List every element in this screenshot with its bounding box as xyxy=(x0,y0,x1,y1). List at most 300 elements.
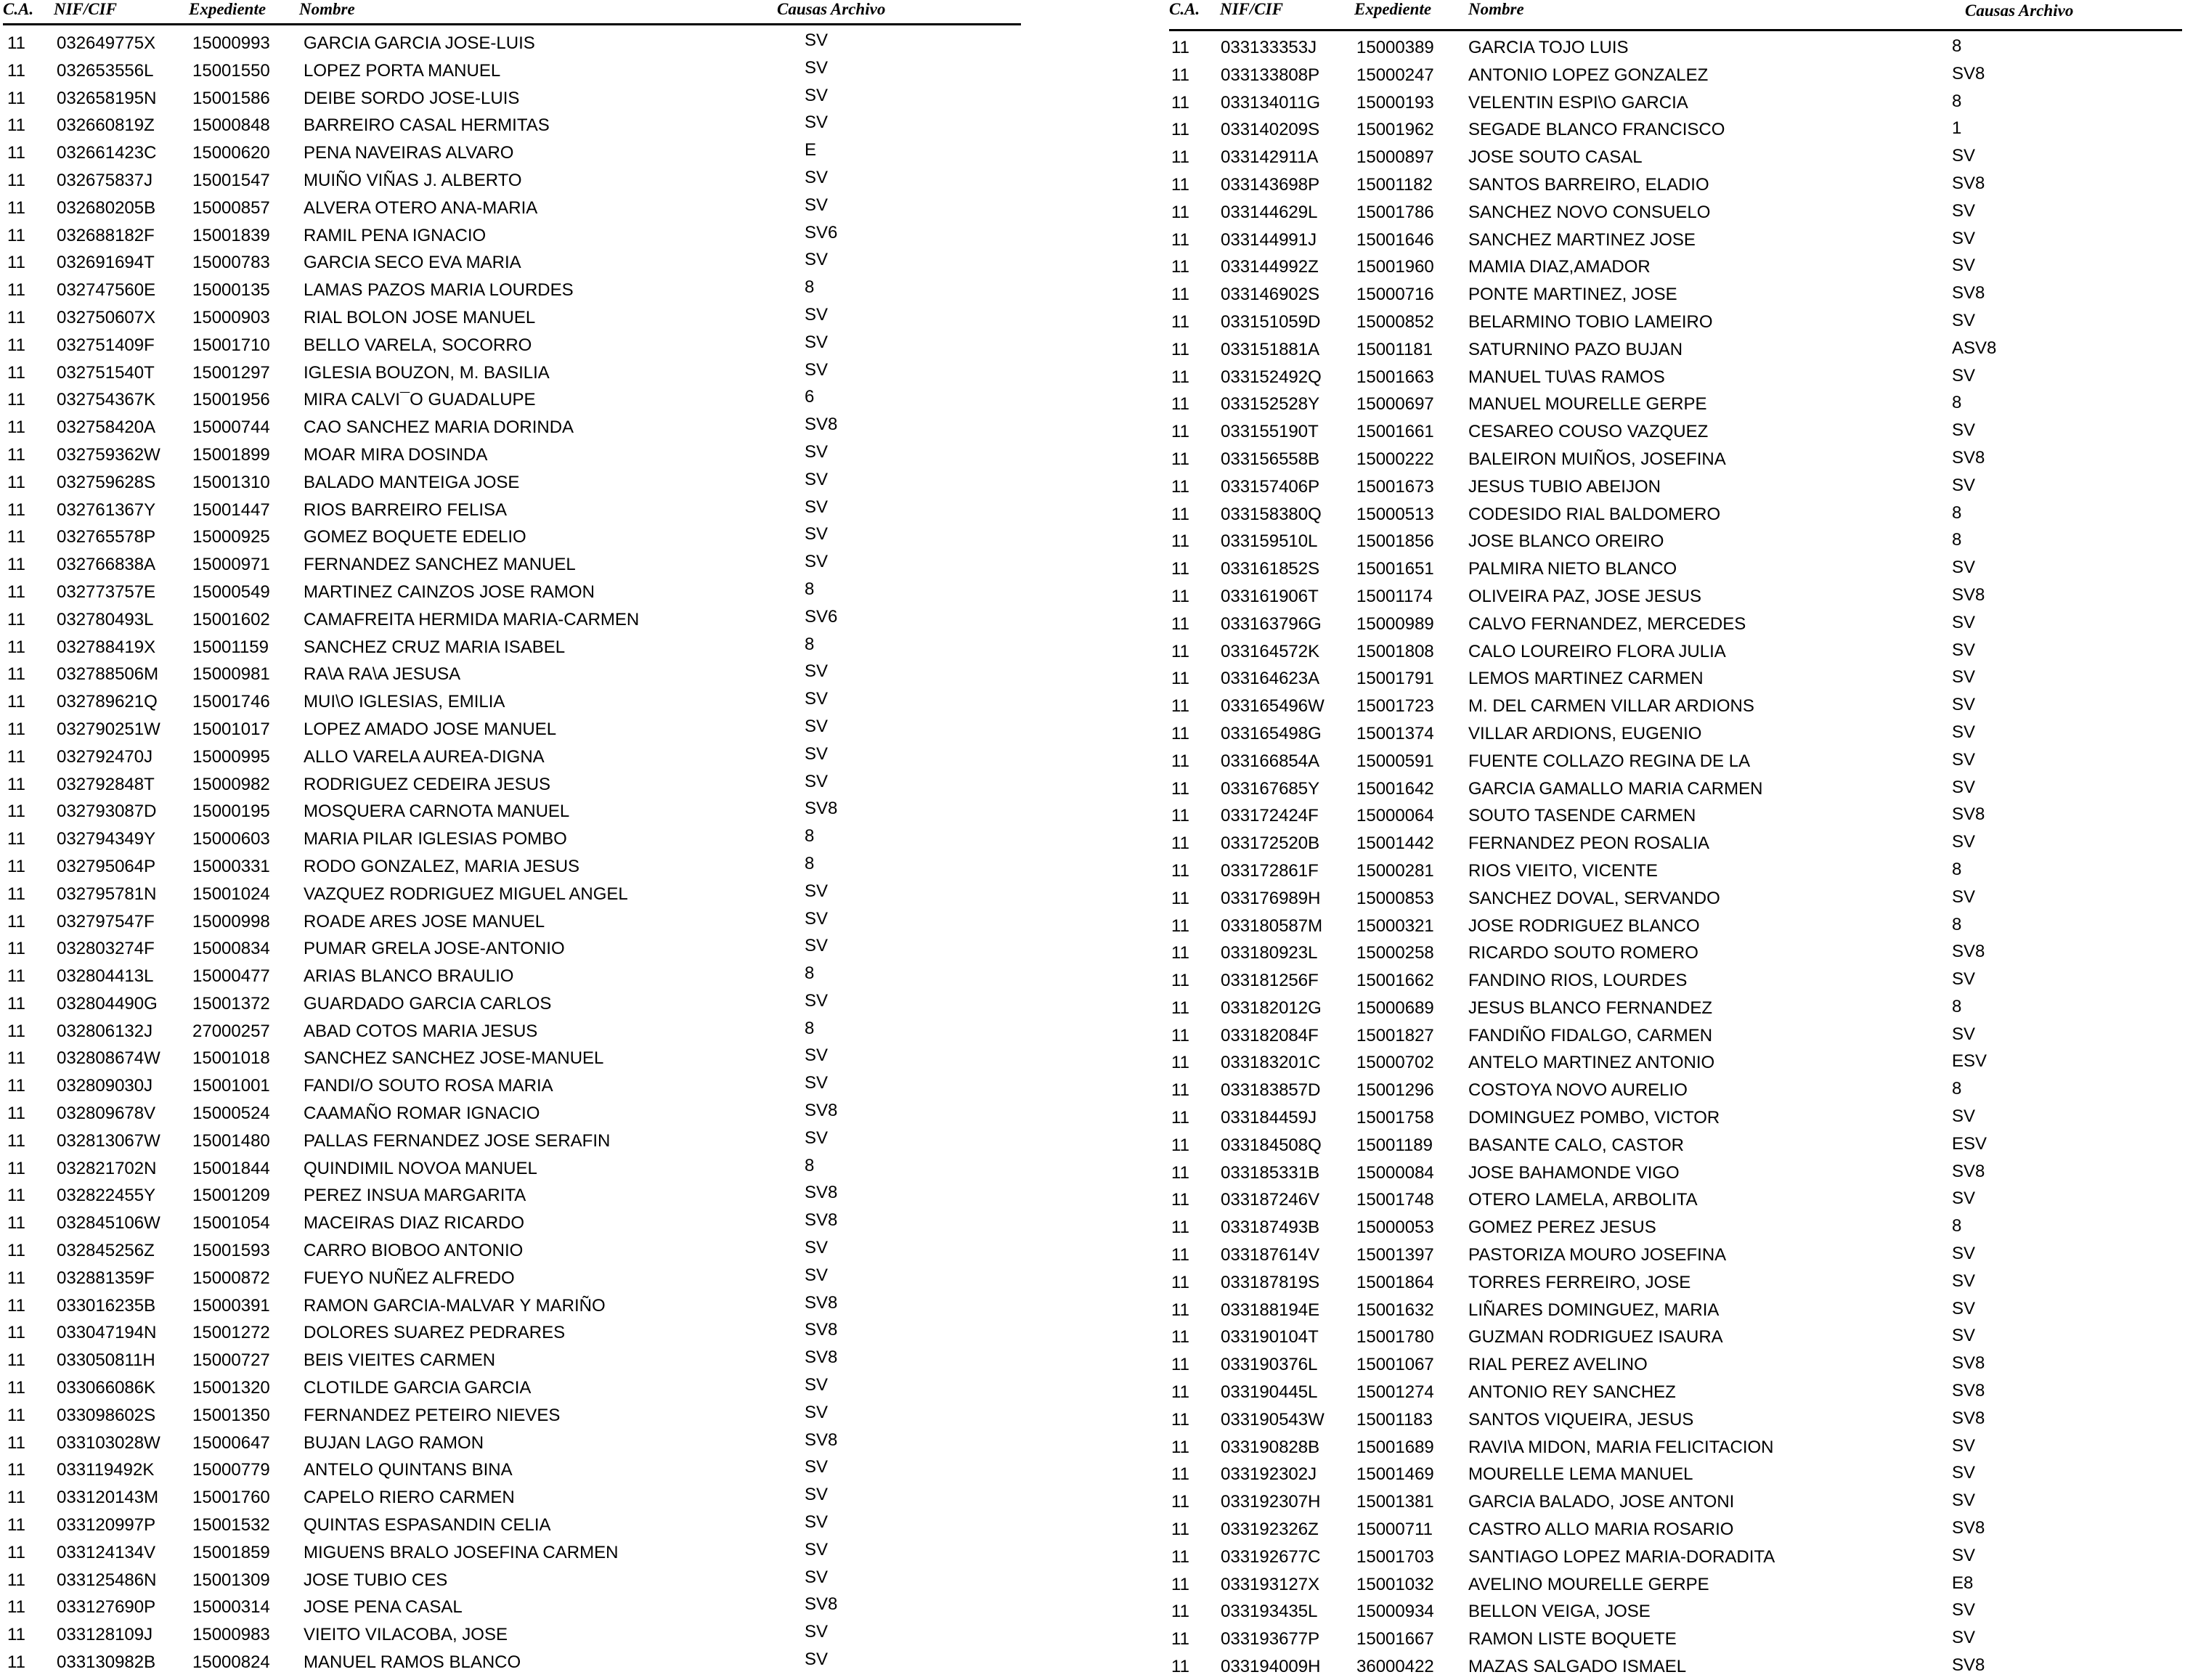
ca-cell: 11 xyxy=(7,637,25,657)
nif-cell: 032804413L xyxy=(57,966,154,987)
table-row xyxy=(1169,335,2182,363)
expediente-cell: 15001808 xyxy=(1356,641,1434,661)
nombre-cell: COSTOYA NOVO AURELIO xyxy=(1468,1080,1688,1101)
ca-cell: 11 xyxy=(7,1570,25,1590)
table-row xyxy=(3,1238,1021,1268)
ca-cell: 11 xyxy=(1171,1574,1189,1594)
nombre-cell: CAPELO RIERO CARMEN xyxy=(304,1488,515,1508)
nombre-cell: CLOTILDE GARCIA GARCIA xyxy=(304,1378,532,1398)
causas-cell: SV xyxy=(805,250,829,270)
expediente-cell: 15001689 xyxy=(1356,1437,1434,1457)
table-row xyxy=(3,30,1021,61)
expediente-cell: 15000193 xyxy=(1356,92,1434,113)
ca-cell: 11 xyxy=(1171,833,1189,854)
expediente-cell: 15001381 xyxy=(1356,1492,1434,1512)
nif-cell: 033152528Y xyxy=(1221,394,1320,415)
nif-cell: 033180923L xyxy=(1221,943,1318,963)
nombre-cell: DOMINGUEZ POMBO, VICTOR xyxy=(1468,1108,1720,1128)
ca-cell: 11 xyxy=(7,609,25,629)
nombre-cell: FANDIÑO FIDALGO, CARMEN xyxy=(1468,1025,1713,1045)
nombre-cell: MOAR MIRA DOSINDA xyxy=(304,444,488,465)
causas-cell: SV xyxy=(805,195,829,215)
nif-cell: 032680205B xyxy=(57,197,156,218)
causas-cell: SV8 xyxy=(805,1210,838,1231)
nif-cell: 033180587M xyxy=(1221,916,1323,936)
table-row xyxy=(3,606,1021,637)
causas-cell: SV8 xyxy=(805,1183,838,1203)
ca-cell: 11 xyxy=(7,225,25,245)
ca-cell: 11 xyxy=(7,1021,25,1041)
causas-cell: 8 xyxy=(805,826,815,847)
table-row xyxy=(1169,1186,2182,1213)
causas-cell: SV8 xyxy=(1952,283,1985,303)
nombre-cell: CODESIDO RIAL BALDOMERO xyxy=(1468,504,1721,524)
nif-cell: 032790251W xyxy=(57,719,160,739)
causas-cell: SV xyxy=(805,771,829,791)
causas-cell: SV xyxy=(805,113,829,133)
causas-cell: 8 xyxy=(1952,1216,1962,1236)
ca-cell: 11 xyxy=(1171,1437,1189,1457)
causas-cell: SV xyxy=(1952,722,1976,742)
nombre-cell: LOPEZ AMADO JOSE MANUEL xyxy=(304,719,557,739)
ca-cell: 11 xyxy=(1171,1327,1189,1347)
nif-cell: 032653556L xyxy=(57,60,154,81)
ca-cell: 11 xyxy=(7,88,25,108)
expediente-cell: 15001159 xyxy=(192,637,269,657)
ca-cell: 11 xyxy=(7,829,25,849)
ca-cell: 11 xyxy=(1171,38,1189,57)
nif-cell: 033183201C xyxy=(1221,1053,1321,1073)
expediente-cell: 15001189 xyxy=(1356,1135,1433,1155)
table-row xyxy=(1169,1597,2182,1625)
nif-cell: 032759628S xyxy=(57,472,156,492)
nif-cell: 033194009H xyxy=(1221,1657,1321,1677)
table-row xyxy=(1169,1406,2182,1433)
table-row xyxy=(3,167,1021,198)
causas-cell: ESV xyxy=(1952,1133,1987,1154)
nombre-cell: VILLAR ARDIONS, EUGENIO xyxy=(1468,723,1702,743)
nif-cell: 033155190T xyxy=(1221,422,1319,442)
expediente-cell: 36000422 xyxy=(1356,1657,1434,1677)
nif-cell: 033144991J xyxy=(1221,229,1317,250)
expediente-cell: 15001586 xyxy=(192,88,270,108)
nombre-cell: BUJAN LAGO RAMON xyxy=(304,1432,484,1453)
nif-cell: 032809678V xyxy=(57,1104,156,1124)
ca-cell: 11 xyxy=(7,472,25,492)
expediente-cell: 15000314 xyxy=(192,1597,270,1618)
table-row xyxy=(1169,884,2182,912)
causas-cell: 8 xyxy=(1952,91,1962,111)
table-row xyxy=(1169,1378,2182,1406)
nif-cell: 032675837J xyxy=(57,170,153,190)
expediente-cell: 15000711 xyxy=(1356,1520,1433,1540)
table-row xyxy=(3,332,1021,363)
causas-cell: 8 xyxy=(1952,996,1962,1016)
causas-cell: SV xyxy=(805,1402,829,1422)
nif-cell: 033151881A xyxy=(1221,339,1320,359)
causas-cell: 8 xyxy=(1952,36,1962,56)
expediente-cell: 15000934 xyxy=(1356,1602,1434,1622)
ca-cell: 11 xyxy=(1171,147,1189,168)
table-row xyxy=(1169,1543,2182,1570)
expediente-cell: 15001442 xyxy=(1356,833,1434,854)
ca-cell: 11 xyxy=(1171,1520,1189,1540)
causas-cell: SV8 xyxy=(805,1347,838,1368)
nombre-cell: MIRA CALVI¯O GUADALUPE xyxy=(304,390,536,410)
table-row xyxy=(3,661,1021,692)
ca-cell: 11 xyxy=(1171,1080,1189,1101)
expediente-cell: 15000084 xyxy=(1356,1162,1434,1183)
causas-cell: SV xyxy=(1952,146,1976,166)
causas-cell: SV xyxy=(805,441,829,462)
expediente-cell: 15001182 xyxy=(1356,174,1433,195)
causas-cell: SV xyxy=(1952,969,1976,990)
causas-cell: SV xyxy=(1952,777,1976,797)
expediente-cell: 15001632 xyxy=(1356,1300,1434,1320)
table-row xyxy=(3,250,1021,280)
causas-cell: SV xyxy=(805,716,829,736)
expediente-cell: 15001374 xyxy=(1356,723,1434,743)
nif-cell: 033146902S xyxy=(1221,285,1320,305)
nombre-cell: SANCHEZ NOVO CONSUELO xyxy=(1468,202,1711,222)
expediente-cell: 15000983 xyxy=(192,1625,270,1645)
nif-cell: 033151059D xyxy=(1221,311,1321,332)
ca-cell: 11 xyxy=(1171,723,1189,743)
nif-cell: 033193127X xyxy=(1221,1574,1320,1594)
nif-cell: 032806132J xyxy=(57,1021,153,1041)
ca-cell: 11 xyxy=(1171,1053,1189,1073)
nombre-cell: GUZMAN RODRIGUEZ ISAURA xyxy=(1468,1327,1723,1347)
nif-cell: 032845256Z xyxy=(57,1241,155,1261)
table-row xyxy=(1169,390,2182,417)
table-row xyxy=(3,1155,1021,1186)
causas-cell: SV8 xyxy=(805,1292,838,1313)
expediente-cell: 15001956 xyxy=(192,390,270,410)
table-row xyxy=(3,853,1021,884)
ca-cell: 11 xyxy=(7,911,25,931)
ca-cell: 11 xyxy=(1171,888,1189,908)
nombre-cell: OLIVEIRA PAZ, JOSE JESUS xyxy=(1468,586,1701,606)
causas-cell: 8 xyxy=(805,853,815,873)
expediente-cell: 15001067 xyxy=(1356,1355,1434,1375)
causas-cell: SV xyxy=(805,1567,829,1587)
nif-cell: 033182012G xyxy=(1221,998,1322,1018)
table-row xyxy=(1169,994,2182,1022)
table-row xyxy=(1169,1241,2182,1268)
table-row xyxy=(3,1045,1021,1076)
causas-cell: 8 xyxy=(805,277,815,298)
expediente-cell: 15000524 xyxy=(192,1104,270,1124)
ca-cell: 11 xyxy=(1171,92,1189,113)
expediente-cell: 15001710 xyxy=(192,335,270,355)
causas-cell: SV xyxy=(805,936,829,956)
header-expediente: Expediente xyxy=(189,0,266,18)
nombre-cell: LOPEZ PORTA MANUEL xyxy=(304,60,501,81)
nombre-cell: MOSQUERA CARNOTA MANUEL xyxy=(304,802,570,822)
nombre-cell: RAMON GARCIA-MALVAR Y MARIÑO xyxy=(304,1295,606,1316)
table-row xyxy=(1169,664,2182,692)
nif-cell: 033157406P xyxy=(1221,476,1320,497)
expediente-cell: 15001723 xyxy=(1356,696,1434,717)
causas-cell: 6 xyxy=(805,387,815,407)
nif-cell: 032761367Y xyxy=(57,499,156,520)
table-row xyxy=(1169,829,2182,857)
header-ca: C.A. xyxy=(3,0,34,18)
ca-cell: 11 xyxy=(7,856,25,876)
ca-cell: 11 xyxy=(7,719,25,739)
nombre-cell: RIOS BARREIRO FELISA xyxy=(304,499,508,520)
table-row xyxy=(3,1183,1021,1213)
nif-cell: 033133808P xyxy=(1221,65,1320,85)
nombre-cell: CARRO BIOBOO ANTONIO xyxy=(304,1241,524,1261)
nif-cell: 033184459J xyxy=(1221,1108,1317,1128)
nif-cell: 032691694T xyxy=(57,253,155,273)
nombre-cell: CASTRO ALLO MARIA ROSARIO xyxy=(1468,1520,1734,1540)
nombre-cell: SANCHEZ SANCHEZ JOSE-MANUEL xyxy=(304,1048,604,1069)
ca-cell: 11 xyxy=(7,280,25,301)
causas-cell: SV6 xyxy=(805,606,838,627)
ca-cell: 11 xyxy=(7,417,25,438)
nombre-cell: GARCIA TOJO LUIS xyxy=(1468,38,1629,57)
nif-cell: 033142911A xyxy=(1221,147,1319,168)
nif-cell: 033187614V xyxy=(1221,1245,1320,1265)
expediente-cell: 15001532 xyxy=(192,1515,270,1536)
table-row xyxy=(1169,473,2182,500)
ca-cell: 11 xyxy=(1171,1382,1189,1403)
causas-cell: SV xyxy=(1952,1491,1976,1511)
table-row xyxy=(1169,966,2182,994)
table-row xyxy=(3,990,1021,1022)
ca-cell: 11 xyxy=(7,307,25,327)
table-row xyxy=(3,908,1021,939)
nombre-cell: BALEIRON MUIÑOS, JOSEFINA xyxy=(1468,449,1726,469)
nif-cell: 033192326Z xyxy=(1221,1520,1319,1540)
expediente-cell: 15001547 xyxy=(192,170,270,190)
nombre-cell: CAAMAÑO ROMAR IGNACIO xyxy=(304,1104,540,1124)
expediente-cell: 15000647 xyxy=(192,1432,270,1453)
ca-cell: 11 xyxy=(1171,202,1189,222)
nif-cell: 033161852S xyxy=(1221,559,1320,579)
causas-cell: SV xyxy=(805,57,829,78)
nif-cell: 033133353J xyxy=(1221,38,1317,57)
causas-cell: SV xyxy=(1952,1188,1976,1209)
ca-cell: 11 xyxy=(7,170,25,190)
expediente-cell: 15000281 xyxy=(1356,860,1434,881)
nombre-cell: FERNANDEZ PETEIRO NIEVES xyxy=(304,1405,561,1425)
causas-cell: 1 xyxy=(1952,118,1962,139)
nombre-cell: PALLAS FERNANDEZ JOSE SERAFIN xyxy=(304,1130,611,1151)
nombre-cell: IGLESIA BOUZON, M. BASILIA xyxy=(304,362,550,383)
ca-cell: 11 xyxy=(1171,1218,1189,1238)
causas-cell: SV xyxy=(1952,1326,1976,1346)
nif-cell: 032788506M xyxy=(57,664,159,685)
nombre-cell: BEIS VIEITES CARMEN xyxy=(304,1350,496,1371)
table-row xyxy=(1169,1104,2182,1131)
ca-cell: 11 xyxy=(1171,311,1189,332)
ca-cell: 11 xyxy=(7,33,25,53)
nif-cell: 032822455Y xyxy=(57,1186,156,1206)
nombre-cell: RAMIL PENA IGNACIO xyxy=(304,225,487,245)
table-row xyxy=(1169,637,2182,665)
nif-cell: 032809030J xyxy=(57,1076,153,1096)
nif-cell: 033182084F xyxy=(1221,1025,1319,1045)
nif-cell: 033190543W xyxy=(1221,1409,1325,1430)
nif-cell: 033050811H xyxy=(57,1350,155,1371)
nif-cell: 032688182F xyxy=(57,225,155,245)
table-row xyxy=(1169,143,2182,171)
nif-cell: 033124134V xyxy=(57,1542,156,1562)
table-row xyxy=(1169,280,2182,308)
expediente-cell: 15001181 xyxy=(1356,339,1433,359)
nombre-cell: RAMON LISTE BOQUETE xyxy=(1468,1629,1677,1650)
causas-cell: SV8 xyxy=(805,1594,838,1615)
ca-cell: 11 xyxy=(7,362,25,383)
nombre-cell: MUIÑO VIÑAS J. ALBERTO xyxy=(304,170,522,190)
expediente-cell: 15000247 xyxy=(1356,65,1434,85)
causas-cell: SV xyxy=(1952,1106,1976,1127)
causas-cell: 8 xyxy=(1952,1079,1962,1099)
causas-cell: SV xyxy=(805,1265,829,1285)
causas-cell: SV xyxy=(805,743,829,764)
table-row xyxy=(3,441,1021,473)
ca-cell: 11 xyxy=(1171,229,1189,250)
causas-cell: 8 xyxy=(805,1155,815,1175)
table-row xyxy=(1169,747,2182,775)
ca-cell: 11 xyxy=(7,1625,25,1645)
table-row xyxy=(1169,1433,2182,1461)
nombre-cell: DOLORES SUAREZ PEDRARES xyxy=(304,1323,566,1343)
causas-cell: E8 xyxy=(1952,1573,1974,1593)
nif-cell: 033165498G xyxy=(1221,723,1322,743)
nif-cell: 032758420A xyxy=(57,417,156,438)
expediente-cell: 15000783 xyxy=(192,253,270,273)
nif-cell: 033140209S xyxy=(1221,120,1320,140)
nif-cell: 033158380Q xyxy=(1221,504,1322,524)
ca-cell: 11 xyxy=(1171,559,1189,579)
left-column xyxy=(3,0,1021,1673)
ca-cell: 11 xyxy=(1171,751,1189,771)
nif-cell: 033120143M xyxy=(57,1488,159,1508)
nombre-cell: GARCIA BALADO, JOSE ANTONI xyxy=(1468,1492,1735,1512)
causas-cell: SV8 xyxy=(1952,1161,1985,1181)
nif-cell: 033190445L xyxy=(1221,1382,1318,1403)
ca-cell: 11 xyxy=(1171,778,1189,799)
ca-cell: 11 xyxy=(1171,943,1189,963)
header-expediente: Expediente xyxy=(1354,0,1432,18)
nif-cell: 032780493L xyxy=(57,609,154,629)
nombre-cell: ROADE ARES JOSE MANUEL xyxy=(304,911,545,931)
header-nombre: Nombre xyxy=(1468,0,1524,18)
nombre-cell: CAMAFREITA HERMIDA MARIA-CARMEN xyxy=(304,609,640,629)
nif-cell: 032881359F xyxy=(57,1268,155,1288)
causas-cell: ESV xyxy=(1952,1051,1987,1072)
nif-cell: 033128109J xyxy=(57,1625,153,1645)
expediente-cell: 15001447 xyxy=(192,499,270,520)
expediente-cell: 15000222 xyxy=(1356,449,1434,469)
table-row xyxy=(3,85,1021,116)
nombre-cell: JOSE PENA CASAL xyxy=(304,1597,463,1618)
nif-cell: 032845106W xyxy=(57,1213,160,1234)
expediente-cell: 15001017 xyxy=(192,719,270,739)
nombre-cell: PASTORIZA MOURO JOSEFINA xyxy=(1468,1245,1727,1265)
expediente-cell: 15000331 xyxy=(192,856,270,876)
nif-cell: 033156558B xyxy=(1221,449,1320,469)
table-row xyxy=(3,716,1021,747)
ca-cell: 11 xyxy=(1171,394,1189,415)
nombre-cell: VIEITO VILACOBA, JOSE xyxy=(304,1625,508,1645)
ca-cell: 11 xyxy=(7,1213,25,1234)
causas-cell: SV xyxy=(805,1457,829,1477)
nombre-cell: VELENTIN ESPI\O GARCIA xyxy=(1468,92,1688,113)
nombre-cell: JOSE TUBIO CES xyxy=(304,1570,448,1590)
nombre-cell: FANDINO RIOS, LOURDES xyxy=(1468,971,1688,991)
expediente-cell: 15001272 xyxy=(192,1323,270,1343)
table-row xyxy=(3,634,1021,665)
nombre-cell: SANCHEZ CRUZ MARIA ISABEL xyxy=(304,637,566,657)
table-row xyxy=(1169,1570,2182,1598)
nombre-cell: BALADO MANTEIGA JOSE xyxy=(304,472,520,492)
nif-cell: 032773757E xyxy=(57,582,156,602)
table-row xyxy=(1169,775,2182,802)
table-row xyxy=(1169,1268,2182,1296)
expediente-cell: 15000391 xyxy=(192,1295,270,1316)
table-row xyxy=(3,1320,1021,1350)
causas-cell: 8 xyxy=(805,1018,815,1038)
expediente-cell: 15000053 xyxy=(1356,1218,1434,1238)
expediente-cell: 15001469 xyxy=(1356,1464,1434,1485)
ca-cell: 11 xyxy=(7,115,25,136)
nombre-cell: MAMIA DIAZ,AMADOR xyxy=(1468,257,1651,277)
expediente-cell: 15001054 xyxy=(192,1213,270,1234)
table-row xyxy=(3,552,1021,582)
causas-cell: 8 xyxy=(805,579,815,599)
ca-cell: 11 xyxy=(7,1488,25,1508)
nombre-cell: SEGADE BLANCO FRANCISCO xyxy=(1468,120,1725,140)
causas-cell: SV xyxy=(805,1375,829,1395)
ca-cell: 11 xyxy=(7,1048,25,1069)
header-nif: NIF/CIF xyxy=(1220,0,1283,18)
causas-cell: 8 xyxy=(805,963,815,984)
table-row xyxy=(3,1622,1021,1652)
nif-cell: 033187493B xyxy=(1221,1218,1320,1238)
table-row xyxy=(1169,1296,2182,1324)
nif-cell: 033161906T xyxy=(1221,586,1319,606)
expediente-cell: 15001174 xyxy=(1356,586,1433,606)
ca-cell: 11 xyxy=(1171,120,1189,140)
nif-cell: 033016235B xyxy=(57,1295,156,1316)
causas-cell: 8 xyxy=(1952,393,1962,413)
nif-cell: 032794349Y xyxy=(57,829,156,849)
table-row xyxy=(3,799,1021,829)
nif-cell: 033185331B xyxy=(1221,1162,1320,1183)
causas-cell: 8 xyxy=(1952,530,1962,550)
nombre-cell: OTERO LAMELA, ARBOLITA xyxy=(1468,1190,1698,1210)
nombre-cell: M. DEL CARMEN VILLAR ARDIONS xyxy=(1468,696,1754,717)
nombre-cell: SANTOS BARREIRO, ELADIO xyxy=(1468,174,1709,195)
causas-cell: SV xyxy=(805,990,829,1011)
ca-cell: 11 xyxy=(7,692,25,712)
nif-cell: 033164623A xyxy=(1221,669,1320,689)
causas-cell: SV xyxy=(1952,475,1976,495)
ca-cell: 11 xyxy=(1171,285,1189,305)
ca-cell: 11 xyxy=(7,774,25,794)
ca-cell: 11 xyxy=(1171,422,1189,442)
table-row xyxy=(3,524,1021,555)
nif-cell: 033143698P xyxy=(1221,174,1320,195)
nombre-cell: MOURELLE LEMA MANUEL xyxy=(1468,1464,1693,1485)
ca-cell: 11 xyxy=(1171,1162,1189,1183)
table-row xyxy=(1169,555,2182,582)
